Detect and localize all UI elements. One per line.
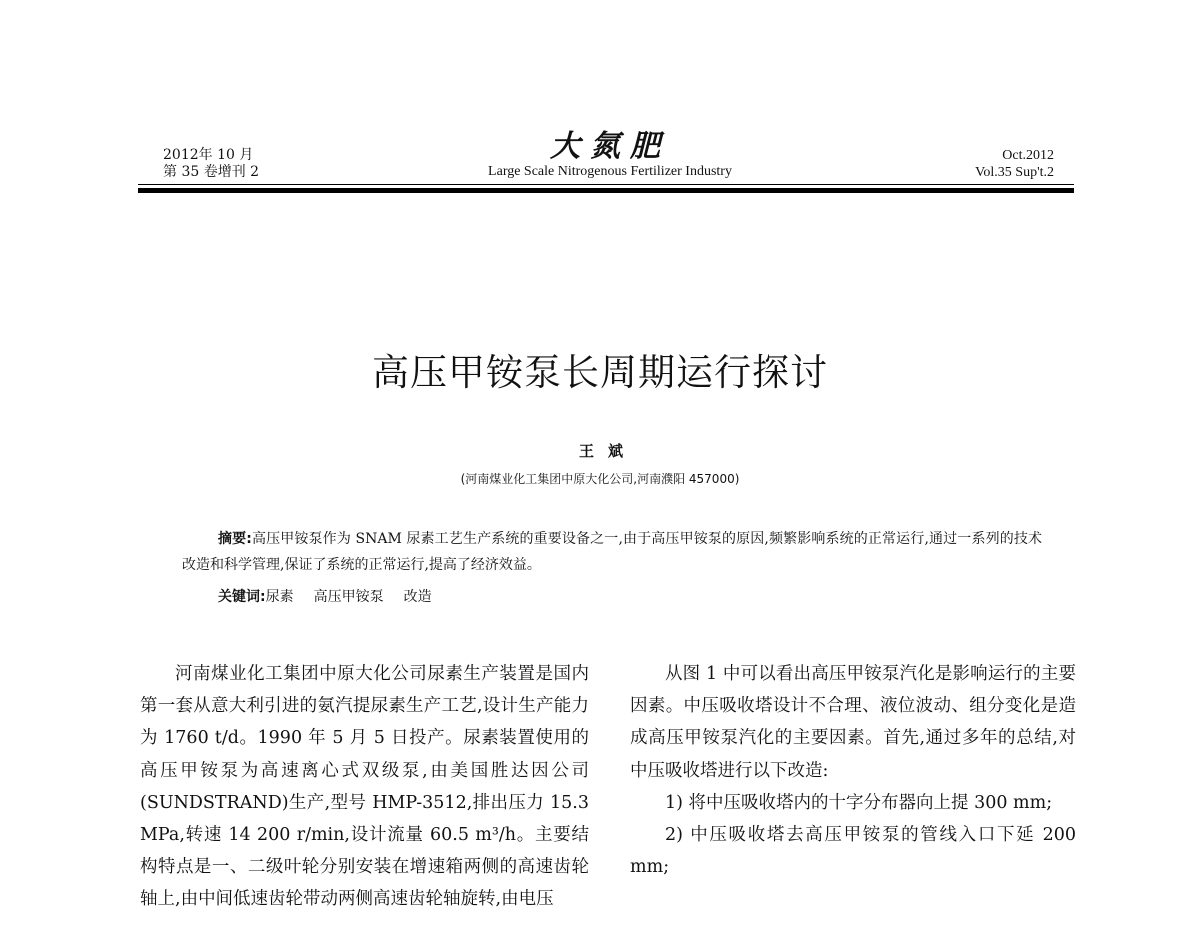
body-column-right bbox=[630, 658, 1076, 883]
header-right bbox=[975, 147, 1054, 181]
body-paragraph: 从图 1 中可以看出高压甲铵泵汽化是影响运行的主要因素。中压吸收塔设计不合理、液位波动、组分变化是造成高压甲铵泵汽化的主要因素。首先,通过多年的总结,对中压吸收塔进行以下改造: bbox=[630, 664, 1076, 781]
journal-name-en: Large Scale Nitrogenous Fertilizer Industry bbox=[488, 164, 732, 179]
abstract bbox=[182, 526, 1042, 578]
article-author: 王斌 bbox=[578, 442, 637, 460]
body-paragraph: 河南煤业化工集团中原大化公司尿素生产装置是国内第一套从意大利引进的氨汽提尿素生产工艺,设计生产能力为 1760 t/d。1990 年 5 月 5 日投产。尿素装置使用的高压甲铵泵为高速离心式双级泵,由美国胜达因公司(SUNDSTRAND)生产,型号 HMP-3512,排出压力 15.3 MPa,转速 14 200 r/min,设计流量 60.5 m³/h。主要结构特点是一、二级叶轮分别安装在增速箱两侧的高速齿轮轴上,由中间低速齿轮带动两侧高速齿轮轴旋转,由电压 bbox=[140, 664, 589, 910]
header-left bbox=[163, 147, 259, 181]
keyword: 尿素 bbox=[265, 589, 294, 605]
journal-logo: 大氮肥 bbox=[550, 129, 670, 164]
issue-date-cn: 2012年 10 月 bbox=[163, 147, 254, 163]
author-affiliation: (河南煤业化工集团中原大化公司,河南濮阳 457000) bbox=[460, 472, 740, 486]
header-rule-thick bbox=[138, 188, 1074, 193]
keywords bbox=[218, 584, 452, 610]
abstract-text: 高压甲铵泵作为 SNAM 尿素工艺生产系统的重要设备之一,由于高压甲铵泵的原因,频繁影响系统的正常运行,通过一系列的技术改造和科学管理,保证了系统的正常运行,提高了经济效益。 bbox=[182, 531, 1042, 573]
volume-cn: 第 35 卷增刊 2 bbox=[163, 164, 260, 180]
volume-en: Vol.35 Sup't.2 bbox=[975, 165, 1054, 180]
modification-step-1: 1) 将中压吸收塔内的十字分布器向上提 300 mm; bbox=[665, 792, 1053, 813]
keyword: 改造 bbox=[403, 589, 432, 605]
header-center bbox=[430, 130, 790, 180]
modification-step-2: 2) 中压吸收塔去高压甲铵泵的管线入口下延 200 mm; bbox=[630, 825, 1076, 878]
header-rule-thin bbox=[138, 184, 1074, 185]
keywords-label: 关键词: bbox=[218, 589, 266, 605]
body-column-left bbox=[140, 658, 589, 916]
issue-date-en: Oct.2012 bbox=[1002, 148, 1054, 163]
keyword: 高压甲铵泵 bbox=[313, 589, 384, 605]
abstract-label: 摘要: bbox=[218, 531, 252, 547]
article-title: 高压甲铵泵长周期运行探讨 bbox=[372, 351, 828, 394]
